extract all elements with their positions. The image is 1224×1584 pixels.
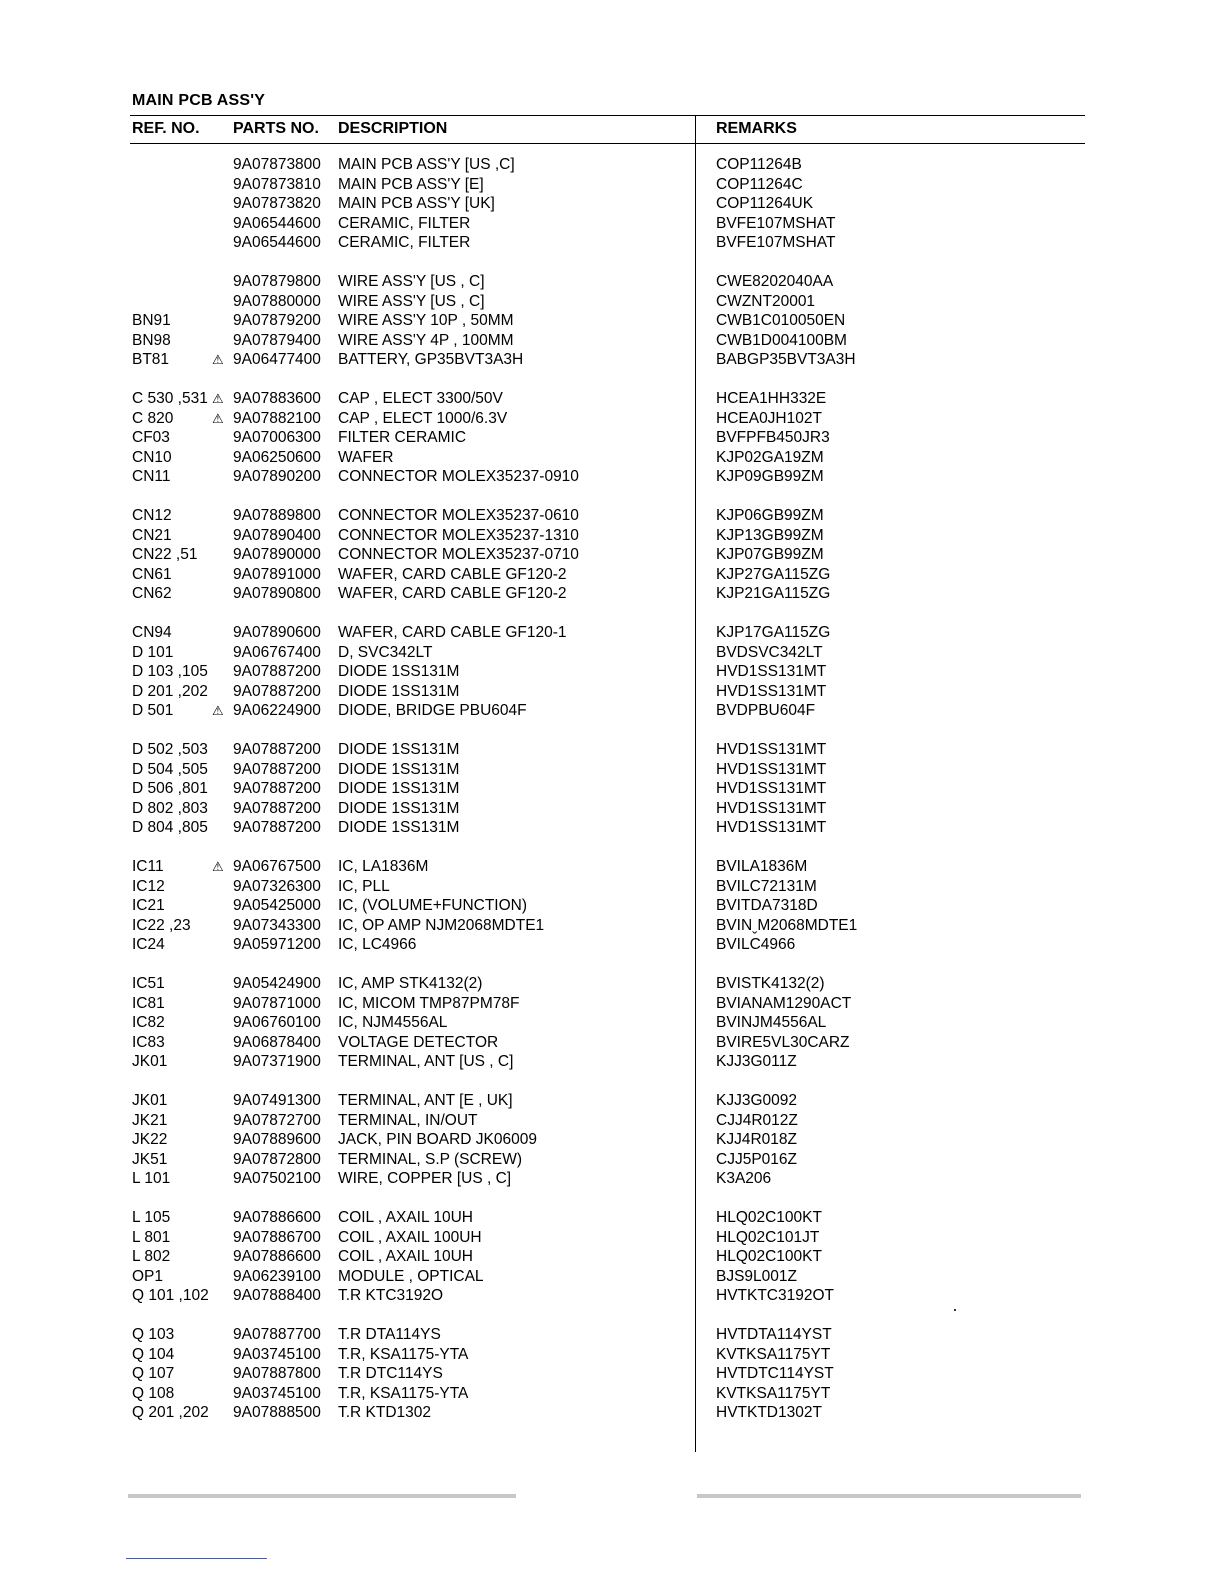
parts-no-cell: 9A07326300 bbox=[233, 877, 321, 895]
description-cell: WAFER bbox=[338, 448, 394, 466]
remarks-cell: HCEA1HH332E bbox=[716, 390, 827, 407]
parts-no-cell: 9A07887200 bbox=[233, 760, 321, 778]
parts-no-cell: 9A07889600 bbox=[233, 1131, 321, 1148]
remarks-cell: HVD1SS131MT bbox=[716, 780, 827, 797]
description-cell: WIRE ASS'Y [US , C] bbox=[338, 273, 485, 290]
parts-no-cell: 9A07886600 bbox=[233, 1248, 321, 1265]
description-cell: CONNECTOR MOLEX35237-0710 bbox=[338, 546, 579, 563]
parts-no-cell: 9A07491300 bbox=[233, 1092, 321, 1109]
ref-no-cell: D 201 ,202 bbox=[132, 682, 208, 700]
ref-no-cell: IC11 bbox=[132, 858, 164, 875]
ref-no-cell: L 802 bbox=[132, 1248, 171, 1265]
description-cell: JACK, PIN BOARD JK06009 bbox=[338, 1131, 537, 1148]
table-row bbox=[0, 194, 1224, 214]
table-row bbox=[0, 1247, 1224, 1267]
table-row bbox=[0, 760, 1224, 780]
remarks-cell: KJP13GB99ZM bbox=[716, 526, 824, 544]
parts-no-cell: 9A05424900 bbox=[233, 975, 321, 992]
table-row bbox=[0, 545, 1224, 565]
remarks-cell: BVILA1836M bbox=[716, 858, 808, 875]
group-spacer bbox=[0, 721, 1224, 741]
ref-no-cell: CN94 bbox=[132, 624, 172, 641]
ref-no-cell: L 801 bbox=[132, 1228, 171, 1246]
table-row bbox=[0, 974, 1224, 994]
ref-no-cell: D 103 ,105 bbox=[132, 663, 208, 680]
description-cell: IC, PLL bbox=[338, 877, 390, 895]
ref-no-cell: D 502 ,503 bbox=[132, 741, 208, 758]
parts-no-cell: 9A06224900 bbox=[233, 702, 321, 719]
description-cell: CAP , ELECT 3300/50V bbox=[338, 390, 503, 407]
table-row bbox=[0, 857, 1224, 877]
parts-no-cell: 9A07886600 bbox=[233, 1209, 321, 1226]
header-bottom-rule bbox=[130, 143, 1085, 144]
ref-no-cell: D 804 ,805 bbox=[132, 819, 208, 836]
remarks-cell: CWE8202040AA bbox=[716, 273, 834, 290]
table-row bbox=[0, 701, 1224, 721]
remarks-cell: KJP02GA19ZM bbox=[716, 448, 824, 466]
remarks-cell: BJS9L001Z bbox=[716, 1267, 797, 1285]
footer-rule-right bbox=[697, 1494, 1081, 1498]
ref-no-cell: CN12 bbox=[132, 507, 172, 524]
safety-warning-icon: ⚠ bbox=[212, 859, 224, 874]
ref-no-cell: CF03 bbox=[132, 429, 170, 446]
description-cell: BATTERY, GP35BVT3A3H bbox=[338, 351, 524, 368]
parts-no-cell: 9A06477400 bbox=[233, 351, 321, 368]
table-row bbox=[0, 896, 1224, 916]
description-cell: CERAMIC, FILTER bbox=[338, 214, 471, 232]
table-row bbox=[0, 818, 1224, 838]
ref-no-cell: D 101 bbox=[132, 643, 174, 661]
parts-no-cell: 9A07873810 bbox=[233, 175, 321, 193]
ref-no-cell: JK22 bbox=[132, 1131, 168, 1148]
table-row bbox=[0, 233, 1224, 253]
ref-no-cell: BT81 bbox=[132, 351, 170, 368]
description-cell: COIL , AXAIL 100UH bbox=[338, 1228, 482, 1246]
description-cell: WAFER, CARD CABLE GF120-1 bbox=[338, 624, 567, 641]
table-row bbox=[0, 662, 1224, 682]
remarks-cell: BVISTK4132(2) bbox=[716, 975, 825, 992]
remarks-cell: HVD1SS131MT bbox=[716, 663, 827, 680]
safety-warning-icon: ⚠ bbox=[212, 352, 224, 367]
description-cell: TERMINAL, IN/OUT bbox=[338, 1111, 478, 1129]
remarks-cell: BVFE107MSHAT bbox=[716, 214, 836, 232]
table-row bbox=[0, 428, 1224, 448]
parts-no-cell: 9A07890800 bbox=[233, 585, 321, 602]
safety-warning-icon: ⚠ bbox=[212, 703, 224, 718]
remarks-cell: BVINˬM2068MDTE1 bbox=[716, 916, 858, 934]
description-cell: WIRE ASS'Y 4P , 100MM bbox=[338, 331, 514, 349]
ref-no-cell: JK21 bbox=[132, 1111, 168, 1129]
ref-no-cell: IC22 ,23 bbox=[132, 916, 191, 934]
table-row bbox=[0, 175, 1224, 195]
group-spacer bbox=[0, 253, 1224, 273]
parts-no-cell: 9A07879400 bbox=[233, 331, 321, 349]
parts-no-cell: 9A07888500 bbox=[233, 1404, 321, 1421]
parts-no-cell: 9A07887200 bbox=[233, 663, 321, 680]
ref-no-cell: D 504 ,505 bbox=[132, 760, 208, 778]
remarks-cell: HVD1SS131MT bbox=[716, 682, 827, 700]
parts-no-cell: 9A05971200 bbox=[233, 936, 321, 953]
table-row bbox=[0, 389, 1224, 409]
parts-no-cell: 9A07890200 bbox=[233, 468, 321, 485]
remarks-cell: BVITDA7318D bbox=[716, 897, 818, 914]
parts-table-body bbox=[0, 155, 1224, 1423]
parts-no-cell: 9A07872700 bbox=[233, 1111, 321, 1129]
ref-no-cell: CN11 bbox=[132, 468, 171, 485]
remarks-cell: BVDSVC342LT bbox=[716, 643, 823, 661]
table-row bbox=[0, 1403, 1224, 1423]
remarks-cell: HVD1SS131MT bbox=[716, 799, 827, 817]
ref-no-cell: CN61 bbox=[132, 565, 172, 583]
ref-no-cell: CN22 ,51 bbox=[132, 546, 198, 563]
table-row bbox=[0, 877, 1224, 897]
table-row bbox=[0, 916, 1224, 936]
description-cell: COIL , AXAIL 10UH bbox=[338, 1248, 473, 1265]
table-row bbox=[0, 1325, 1224, 1345]
description-cell: DIODE 1SS131M bbox=[338, 663, 460, 680]
description-cell: VOLTAGE DETECTOR bbox=[338, 1033, 499, 1051]
description-cell: MAIN PCB ASS'Y [UK] bbox=[338, 195, 495, 212]
parts-no-cell: 9A07006300 bbox=[233, 429, 321, 446]
description-cell: T.R KTD1302 bbox=[338, 1404, 432, 1421]
table-row bbox=[0, 1091, 1224, 1111]
description-cell: CONNECTOR MOLEX35237-1310 bbox=[338, 526, 579, 544]
parts-no-cell: 9A07887200 bbox=[233, 682, 321, 700]
parts-no-cell: 9A07873800 bbox=[233, 156, 321, 173]
description-cell: COIL , AXAIL 10UH bbox=[338, 1209, 473, 1226]
remarks-cell: BVILC72131M bbox=[716, 877, 817, 895]
remarks-cell: HVTDTC114YST bbox=[716, 1365, 834, 1382]
table-row bbox=[0, 1033, 1224, 1053]
remarks-cell: KJP21GA115ZG bbox=[716, 585, 831, 602]
remarks-cell: BVFPFB450JR3 bbox=[716, 429, 830, 446]
ref-no-cell: IC24 bbox=[132, 936, 165, 953]
ref-no-cell: Q 107 bbox=[132, 1365, 175, 1382]
page-title: MAIN PCB ASS'Y bbox=[132, 92, 266, 109]
parts-no-cell: 9A07887200 bbox=[233, 799, 321, 817]
table-row bbox=[0, 1228, 1224, 1248]
ref-no-cell: C 530 ,531 bbox=[132, 390, 208, 407]
remarks-cell: BVIANAM1290ACT bbox=[716, 994, 852, 1012]
description-cell: WIRE ASS'Y 10P , 50MM bbox=[338, 312, 514, 329]
table-row bbox=[0, 409, 1224, 429]
ref-no-cell: CN21 bbox=[132, 526, 172, 544]
description-cell: IC, LA1836M bbox=[338, 858, 429, 875]
parts-no-cell: 9A06544600 bbox=[233, 214, 321, 232]
parts-no-cell: 9A07889800 bbox=[233, 507, 321, 524]
remarks-cell: CWZNT20001 bbox=[716, 292, 816, 310]
remarks-cell: KJJ3G011Z bbox=[716, 1053, 797, 1070]
table-row bbox=[0, 311, 1224, 331]
description-cell: T.R DTC114YS bbox=[338, 1365, 443, 1382]
parts-no-cell: 9A06767500 bbox=[233, 858, 321, 875]
table-row bbox=[0, 623, 1224, 643]
header-description: DESCRIPTION bbox=[338, 120, 448, 137]
remarks-cell: HVD1SS131MT bbox=[716, 760, 827, 778]
parts-no-cell: 9A07890000 bbox=[233, 546, 321, 563]
ref-no-cell: D 501 bbox=[132, 702, 174, 719]
table-row bbox=[0, 1013, 1224, 1033]
parts-no-cell: 9A06760100 bbox=[233, 1014, 321, 1031]
table-row bbox=[0, 1052, 1224, 1072]
remarks-cell: COP11264C bbox=[716, 175, 803, 193]
remarks-cell: K3A206 bbox=[716, 1170, 772, 1187]
parts-no-cell: 9A07888400 bbox=[233, 1287, 321, 1304]
ref-no-cell: JK01 bbox=[132, 1053, 168, 1070]
group-spacer bbox=[0, 1072, 1224, 1092]
ref-no-cell: Q 101 ,102 bbox=[132, 1287, 209, 1304]
parts-no-cell: 9A03745100 bbox=[233, 1384, 321, 1402]
table-row bbox=[0, 214, 1224, 234]
description-cell: MODULE , OPTICAL bbox=[338, 1267, 484, 1285]
group-spacer bbox=[0, 604, 1224, 624]
scan-speck bbox=[954, 1309, 956, 1311]
table-row bbox=[0, 643, 1224, 663]
ref-no-cell: CN10 bbox=[132, 448, 172, 466]
remarks-cell: BVINJM4556AL bbox=[716, 1014, 827, 1031]
remarks-cell: KJP27GA115ZG bbox=[716, 565, 831, 583]
ref-no-cell: C 820 bbox=[132, 409, 174, 427]
header-top-rule bbox=[130, 115, 1085, 116]
description-cell: DIODE 1SS131M bbox=[338, 741, 460, 758]
safety-warning-icon: ⚠ bbox=[212, 391, 224, 406]
remarks-cell: CJJ5P016Z bbox=[716, 1150, 797, 1168]
ref-no-cell: Q 103 bbox=[132, 1326, 175, 1343]
parts-no-cell: 9A03745100 bbox=[233, 1345, 321, 1363]
table-row bbox=[0, 331, 1224, 351]
description-cell: IC, AMP STK4132(2) bbox=[338, 975, 483, 992]
parts-no-cell: 9A06878400 bbox=[233, 1033, 321, 1051]
table-row bbox=[0, 1345, 1224, 1365]
header-remarks: REMARKS bbox=[716, 120, 797, 137]
parts-no-cell: 9A06544600 bbox=[233, 234, 321, 251]
remarks-cell: HVD1SS131MT bbox=[716, 741, 827, 758]
table-row bbox=[0, 1267, 1224, 1287]
remarks-cell: CWB1D004100BM bbox=[716, 331, 847, 349]
remarks-cell: HVD1SS131MT bbox=[716, 819, 827, 836]
group-spacer bbox=[0, 1306, 1224, 1326]
parts-no-cell: 9A06239100 bbox=[233, 1267, 321, 1285]
table-row bbox=[0, 1150, 1224, 1170]
table-row bbox=[0, 682, 1224, 702]
table-row bbox=[0, 779, 1224, 799]
table-row bbox=[0, 1286, 1224, 1306]
ref-no-cell: IC12 bbox=[132, 877, 165, 895]
table-row bbox=[0, 292, 1224, 312]
parts-no-cell: 9A07886700 bbox=[233, 1228, 321, 1246]
parts-no-cell: 9A07882100 bbox=[233, 409, 321, 427]
remarks-cell: KJJ3G0092 bbox=[716, 1092, 797, 1109]
description-cell: IC, NJM4556AL bbox=[338, 1014, 448, 1031]
remarks-cell: BVFE107MSHAT bbox=[716, 234, 836, 251]
parts-no-cell: 9A07879800 bbox=[233, 273, 321, 290]
parts-no-cell: 9A05425000 bbox=[233, 897, 321, 914]
remarks-cell: KVTKSA1175YT bbox=[716, 1384, 831, 1402]
remarks-cell: KJP06GB99ZM bbox=[716, 507, 824, 524]
description-cell: FILTER CERAMIC bbox=[338, 429, 467, 446]
remarks-cell: BVIRE5VL30CARZ bbox=[716, 1033, 850, 1051]
parts-no-cell: 9A06767400 bbox=[233, 643, 321, 661]
description-cell: IC, OP AMP NJM2068MDTE1 bbox=[338, 916, 545, 934]
group-spacer bbox=[0, 487, 1224, 507]
ref-no-cell: BN98 bbox=[132, 331, 171, 349]
parts-no-cell: 9A07887800 bbox=[233, 1365, 321, 1382]
group-spacer bbox=[0, 838, 1224, 858]
description-cell: IC, MICOM TMP87PM78F bbox=[338, 994, 520, 1012]
parts-no-cell: 9A07887200 bbox=[233, 741, 321, 758]
parts-no-cell: 9A07887700 bbox=[233, 1326, 321, 1343]
remarks-cell: KVTKSA1175YT bbox=[716, 1345, 831, 1363]
remarks-cell: HCEA0JH102T bbox=[716, 409, 822, 427]
parts-no-cell: 9A07887200 bbox=[233, 780, 321, 797]
ref-no-cell: JK01 bbox=[132, 1092, 168, 1109]
table-row bbox=[0, 1111, 1224, 1131]
remarks-cell: CWB1C010050EN bbox=[716, 312, 846, 329]
table-row bbox=[0, 506, 1224, 526]
remarks-cell: BVILC4966 bbox=[716, 936, 796, 953]
parts-no-cell: 9A07343300 bbox=[233, 916, 321, 934]
description-cell: MAIN PCB ASS'Y [E] bbox=[338, 175, 484, 193]
parts-no-cell: 9A07891000 bbox=[233, 565, 321, 583]
ref-no-cell: Q 104 bbox=[132, 1345, 175, 1363]
remarks-cell: KJP17GA115ZG bbox=[716, 624, 831, 641]
remarks-cell: COP11264B bbox=[716, 156, 802, 173]
table-row bbox=[0, 1208, 1224, 1228]
table-row bbox=[0, 935, 1224, 955]
parts-no-cell: 9A07873820 bbox=[233, 195, 321, 212]
description-cell: WAFER, CARD CABLE GF120-2 bbox=[338, 585, 567, 602]
description-cell: T.R KTC3192O bbox=[338, 1287, 444, 1304]
table-row bbox=[0, 1169, 1224, 1189]
description-cell: TERMINAL, ANT [US , C] bbox=[338, 1053, 514, 1070]
header-ref-no: REF. NO. bbox=[132, 120, 200, 137]
safety-warning-icon: ⚠ bbox=[212, 410, 224, 426]
remarks-cell: KJP09GB99ZM bbox=[716, 468, 824, 485]
remarks-cell: BVDPBU604F bbox=[716, 702, 816, 719]
parts-no-cell: 9A07872800 bbox=[233, 1150, 321, 1168]
description-cell: DIODE 1SS131M bbox=[338, 682, 460, 700]
parts-no-cell: 9A07871000 bbox=[233, 994, 321, 1012]
ref-no-cell: L 105 bbox=[132, 1209, 171, 1226]
ref-no-cell: IC81 bbox=[132, 994, 165, 1012]
parts-no-cell: 9A07879200 bbox=[233, 312, 321, 329]
description-cell: CAP , ELECT 1000/6.3V bbox=[338, 409, 508, 427]
description-cell: WIRE ASS'Y [US , C] bbox=[338, 292, 485, 310]
parts-no-cell: 9A07502100 bbox=[233, 1170, 321, 1187]
description-cell: T.R, KSA1175-YTA bbox=[338, 1345, 469, 1363]
ref-no-cell: L 101 bbox=[132, 1170, 171, 1187]
table-row bbox=[0, 155, 1224, 175]
ref-no-cell: JK51 bbox=[132, 1150, 168, 1168]
remarks-cell: HLQ02C100KT bbox=[716, 1248, 822, 1265]
description-cell: T.R, KSA1175-YTA bbox=[338, 1384, 469, 1402]
ref-no-cell: IC21 bbox=[132, 897, 165, 914]
ref-no-cell: IC51 bbox=[132, 975, 165, 992]
table-row bbox=[0, 565, 1224, 585]
parts-no-cell: 9A07887200 bbox=[233, 819, 321, 836]
remarks-cell: HVTKTD1302T bbox=[716, 1404, 822, 1421]
ref-no-cell: Q 201 ,202 bbox=[132, 1404, 209, 1421]
remarks-cell: KJP07GB99ZM bbox=[716, 546, 824, 563]
remarks-cell: COP11264UK bbox=[716, 195, 814, 212]
description-cell: TERMINAL, ANT [E , UK] bbox=[338, 1092, 513, 1109]
ref-no-cell: D 506 ,801 bbox=[132, 780, 208, 797]
description-cell: T.R DTA114YS bbox=[338, 1326, 441, 1343]
group-spacer bbox=[0, 1189, 1224, 1209]
parts-no-cell: 9A07880000 bbox=[233, 292, 321, 310]
table-row bbox=[0, 1384, 1224, 1404]
description-cell: DIODE 1SS131M bbox=[338, 760, 460, 778]
ref-no-cell: D 802 ,803 bbox=[132, 799, 208, 817]
group-spacer bbox=[0, 370, 1224, 390]
group-spacer bbox=[0, 955, 1224, 975]
remarks-cell: HVTKTC3192OT bbox=[716, 1287, 835, 1304]
ref-no-cell: CN62 bbox=[132, 585, 172, 602]
table-row bbox=[0, 272, 1224, 292]
description-cell: WIRE, COPPER [US , C] bbox=[338, 1170, 512, 1187]
description-cell: DIODE 1SS131M bbox=[338, 799, 460, 817]
remarks-cell: HVTDTA114YST bbox=[716, 1326, 832, 1343]
parts-no-cell: 9A07371900 bbox=[233, 1053, 321, 1070]
ref-no-cell: IC83 bbox=[132, 1033, 165, 1051]
description-cell: CONNECTOR MOLEX35237-0610 bbox=[338, 507, 579, 524]
description-cell: DIODE 1SS131M bbox=[338, 780, 460, 797]
ref-no-cell: OP1 bbox=[132, 1267, 164, 1285]
remarks-cell: HLQ02C100KT bbox=[716, 1209, 822, 1226]
table-row bbox=[0, 1364, 1224, 1384]
remarks-cell: HLQ02C101JT bbox=[716, 1228, 820, 1246]
ref-no-cell: Q 108 bbox=[132, 1384, 175, 1402]
parts-no-cell: 9A06250600 bbox=[233, 448, 321, 466]
remarks-cell: CJJ4R012Z bbox=[716, 1111, 798, 1129]
description-cell: WAFER, CARD CABLE GF120-2 bbox=[338, 565, 567, 583]
description-cell: MAIN PCB ASS'Y [US ,C] bbox=[338, 156, 515, 173]
table-row bbox=[0, 799, 1224, 819]
description-cell: TERMINAL, S.P (SCREW) bbox=[338, 1150, 523, 1168]
header-parts-no: PARTS NO. bbox=[233, 120, 319, 137]
table-row bbox=[0, 1130, 1224, 1150]
description-cell: CONNECTOR MOLEX35237-0910 bbox=[338, 468, 579, 485]
ref-no-cell: IC82 bbox=[132, 1014, 165, 1031]
description-cell: DIODE 1SS131M bbox=[338, 819, 460, 836]
table-row bbox=[0, 740, 1224, 760]
table-row bbox=[0, 448, 1224, 468]
ref-no-cell: BN91 bbox=[132, 312, 171, 329]
footer-link-underline bbox=[126, 1558, 267, 1559]
description-cell: CERAMIC, FILTER bbox=[338, 234, 471, 251]
table-row bbox=[0, 994, 1224, 1014]
table-row bbox=[0, 467, 1224, 487]
parts-no-cell: 9A07890600 bbox=[233, 624, 321, 641]
footer-rule-left bbox=[128, 1494, 516, 1498]
description-cell: IC, (VOLUME+FUNCTION) bbox=[338, 897, 528, 914]
table-row bbox=[0, 350, 1224, 370]
table-row bbox=[0, 526, 1224, 546]
description-cell: DIODE, BRIDGE PBU604F bbox=[338, 702, 527, 719]
table-row bbox=[0, 584, 1224, 604]
remarks-cell: KJJ4R018Z bbox=[716, 1131, 797, 1148]
description-cell: IC, LC4966 bbox=[338, 936, 417, 953]
parts-no-cell: 9A07883600 bbox=[233, 390, 321, 407]
remarks-cell: BABGP35BVT3A3H bbox=[716, 351, 856, 368]
description-cell: D, SVC342LT bbox=[338, 643, 433, 661]
parts-no-cell: 9A07890400 bbox=[233, 526, 321, 544]
